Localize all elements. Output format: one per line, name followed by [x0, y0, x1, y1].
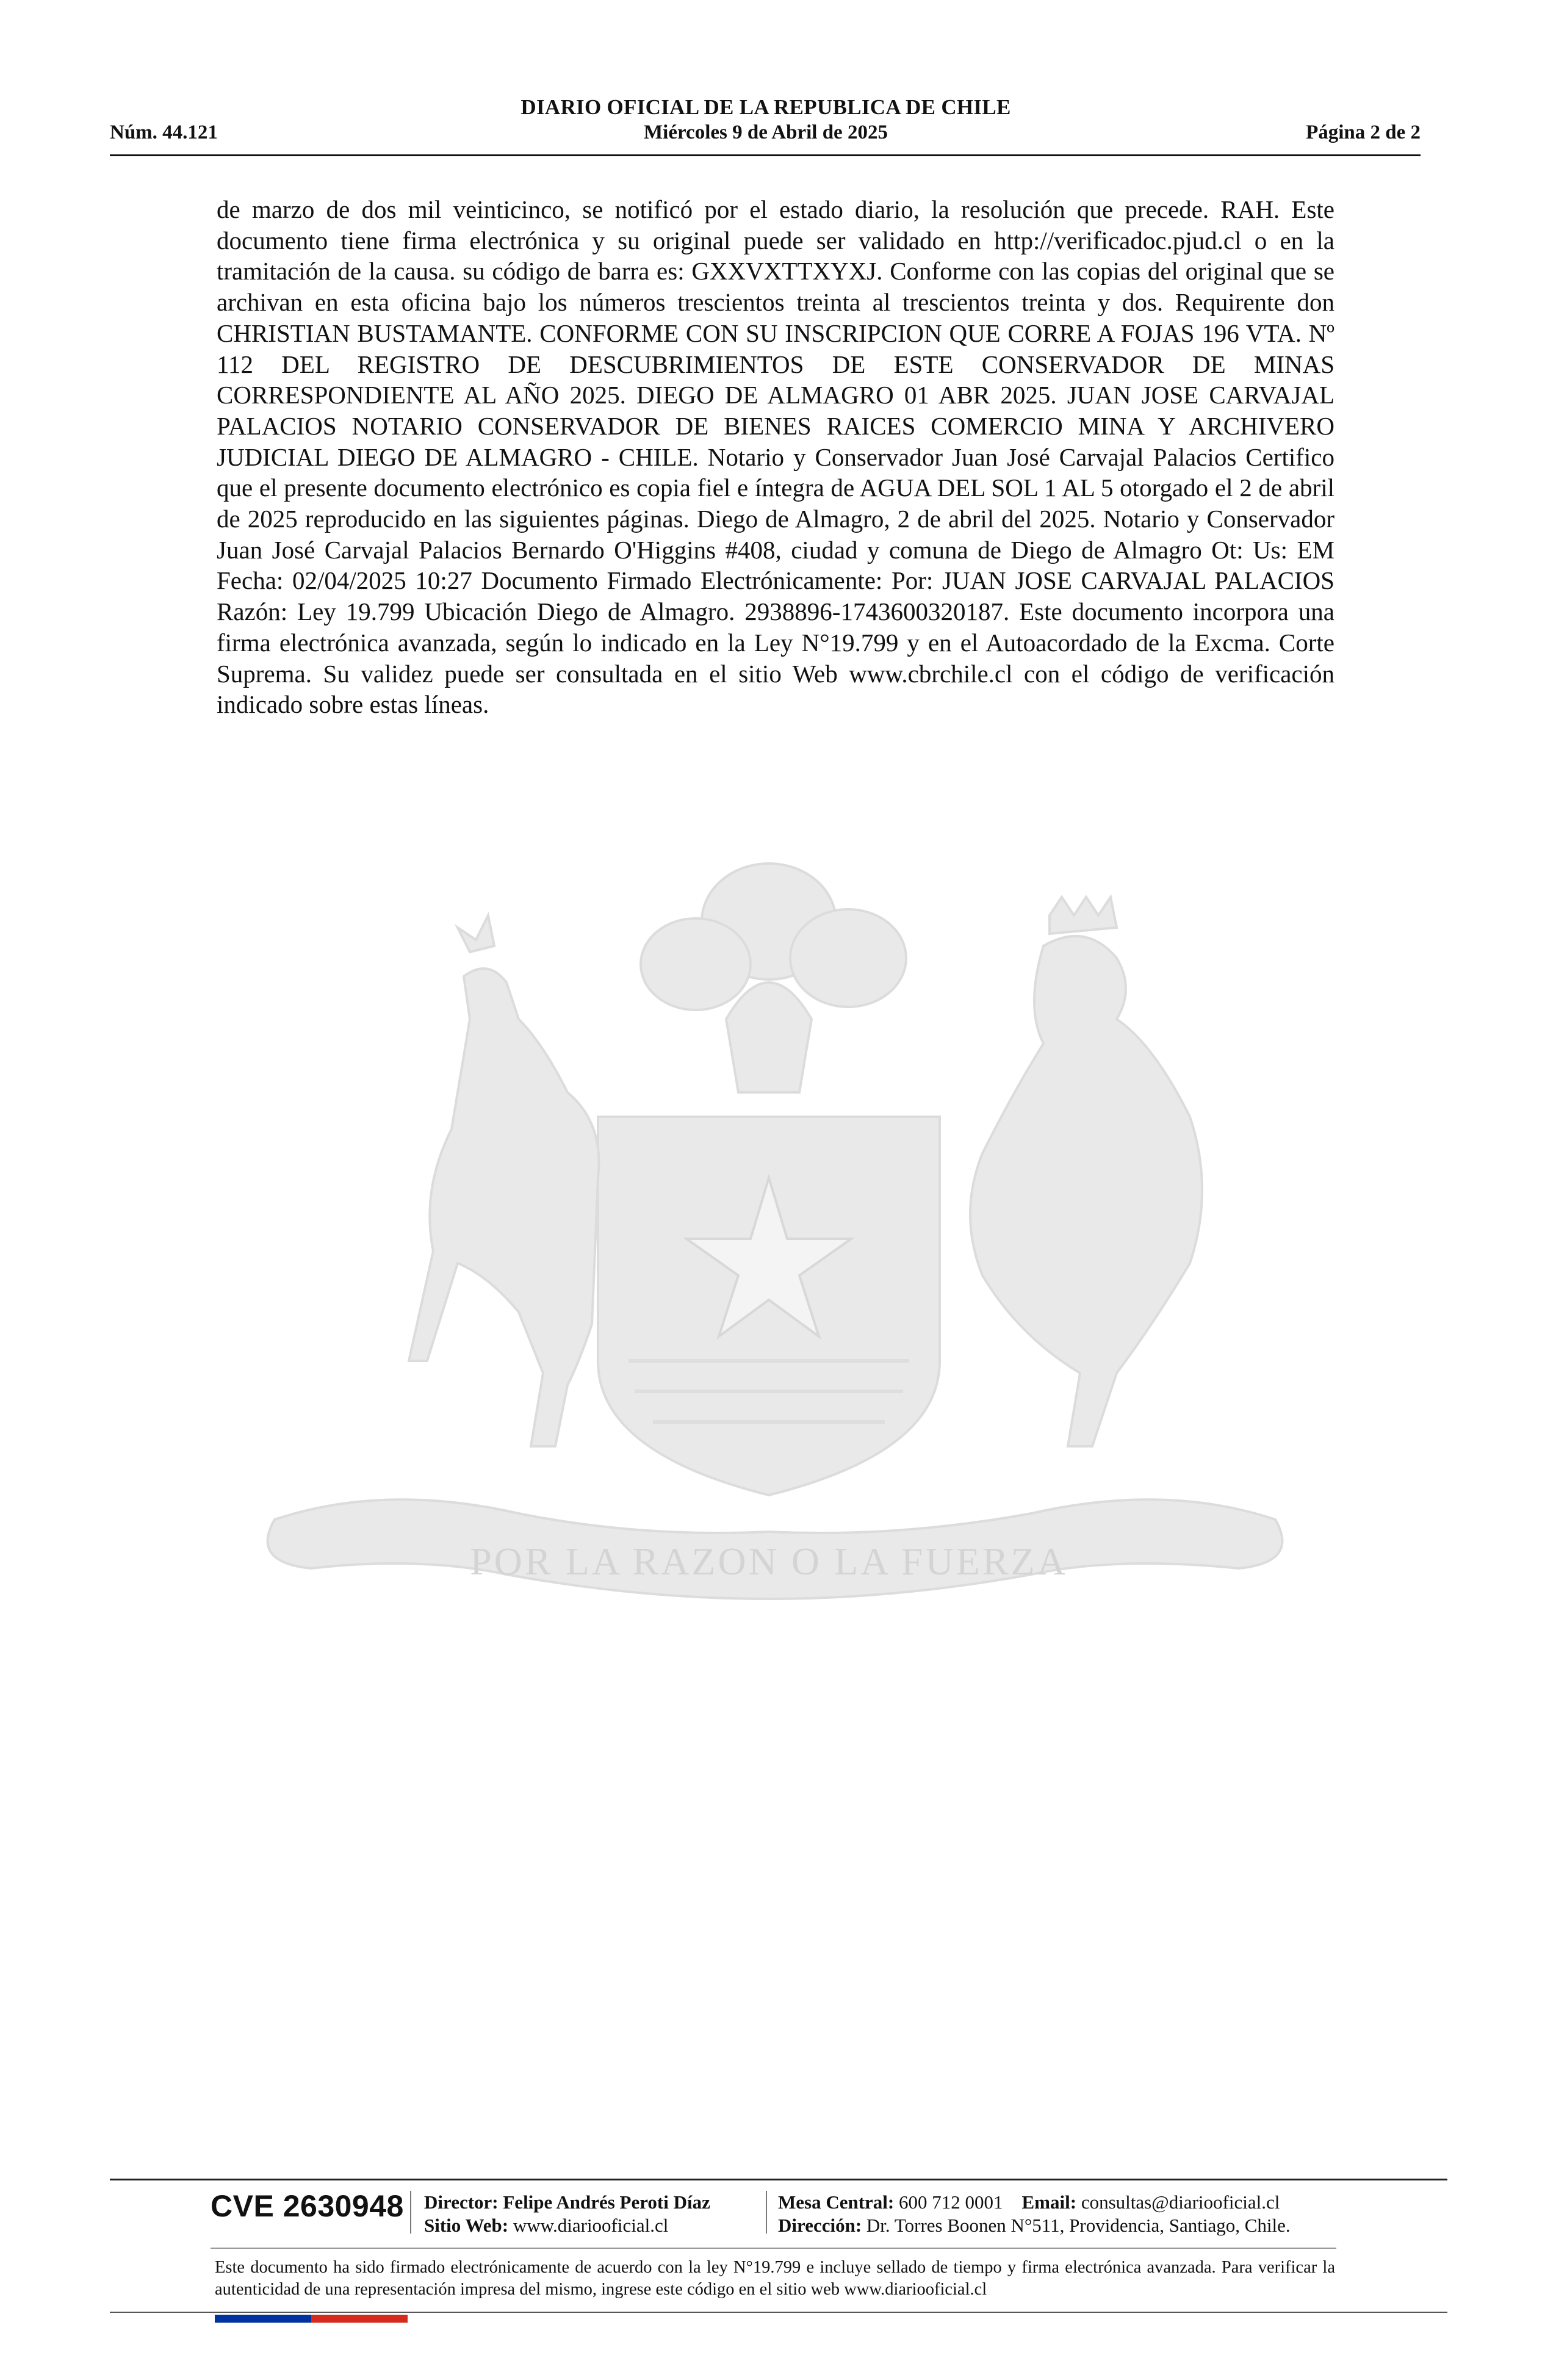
header-divider — [110, 154, 1421, 156]
director-label: Director: — [424, 2191, 499, 2213]
legal-notice — [215, 2257, 1335, 2301]
flag-color-bar — [215, 2315, 408, 2323]
footer-divider-bottom — [110, 2312, 1447, 2313]
address-label: Dirección: — [778, 2215, 862, 2236]
mesa-phone: 600 712 0001 — [899, 2191, 1003, 2213]
footer-director-block — [424, 2191, 710, 2237]
flag-blue-segment — [215, 2315, 311, 2323]
issue-number: Núm. 44.121 — [110, 121, 218, 143]
cve-code: CVE 2630948 — [211, 2189, 404, 2223]
flag-red-segment — [311, 2315, 408, 2323]
email-link[interactable]: consultas@diariooficial.cl — [1081, 2191, 1280, 2213]
website-label: Sitio Web: — [424, 2215, 509, 2236]
publication-title: DIARIO OFICIAL DE LA REPUBLICA DE CHILE — [520, 95, 1011, 119]
watermark-motto: POR LA RAZON O LA FUERZA — [470, 1540, 1068, 1583]
document-body — [217, 194, 1334, 720]
footer-divider-mid — [211, 2248, 1336, 2249]
page-number: Página 2 de 2 — [1306, 121, 1421, 143]
footer-contact-block — [778, 2191, 1291, 2237]
legal-text: Este documento ha sido firmado electrónicamente de acuerdo con la ley N°19.799 e incluye sellado de tiempo y firma electrónica avanzada. Para verificar la autenticidad de una representación impresa del mismo, ingrese este código en el sitio web www.diariooficial.cl — [215, 2258, 1335, 2299]
chile-coat-of-arms-icon — [201, 836, 1349, 1666]
mesa-label: Mesa Central: — [778, 2191, 895, 2213]
email-label: Email: — [1021, 2191, 1077, 2213]
issue-date: Miércoles 9 de Abril de 2025 — [644, 121, 888, 143]
website-link[interactable]: www.diariooficial.cl — [513, 2215, 669, 2236]
footer-separator — [766, 2191, 767, 2234]
body-paragraph: de marzo de dos mil veinticinco, se notificó por el estado diario, la resolución que precede. RAH. Este documento tiene firma electrónica y su original puede ser validado en http://verificadoc.pjud.cl o en la tramitación de la causa. su código de barra es: GXXVXTTXYXJ. Conforme con las copias del original que se archivan en esta oficina bajo los números trescientos treinta al trescientos treinta y dos. Requirente don CHRISTIAN BUSTAMANTE. CONFORME CON SU INSCRIPCION QUE CORRE A FOJAS 196 VTA. Nº 112 DEL REGISTRO DE DESCUBRIMIENTOS DE ESTE CONSERVADOR DE MINAS CORRESPONDIENTE AL AÑO 2025. DIEGO DE ALMAGRO 01 ABR 2025. JUAN JOSE CARVAJAL PALACIOS NOTARIO CONSERVADOR DE BIENES RAICES COMERCIO MINA Y ARCHIVERO JUDICIAL DIEGO DE ALMAGRO - CHILE. Notario y Conservador Juan José Carvajal Palacios Certifico que el presente documento electrónico es copia fiel e íntegra de AGUA DEL SOL 1 AL 5 otorgado el 2 de abril de 2025 reproducido en las siguientes páginas. Diego de Almagro, 2 de abril del 2025. Notario y Conservador Juan José Carvajal Palacios Bernardo O'Higgins #408, ciudad y comuna de Diego de Almagro Ot: Us: EM Fecha: 02/04/2025 10:27 Documento Firmado Electrónicamente: Por: JUAN JOSE CARVAJAL PALACIOS Razón: Ley 19.799 Ubicación Diego de Almagro. 2938896-1743600320187. Este documento incorpora una firma electrónica avanzada, según lo indicado en la Ley N°19.799 y en el Autoacordado de la Excma. Corte Suprema. Su validez puede ser consultada en el sitio Web www.cbrchile.cl con el código de verificación indicado sobre estas líneas. — [217, 195, 1334, 719]
footer-divider-top — [110, 2179, 1447, 2180]
footer-separator — [410, 2191, 411, 2234]
director-name: Felipe Andrés Peroti Díaz — [503, 2191, 710, 2213]
address-value: Dr. Torres Boonen N°511, Providencia, Santiago, Chile. — [866, 2215, 1291, 2236]
